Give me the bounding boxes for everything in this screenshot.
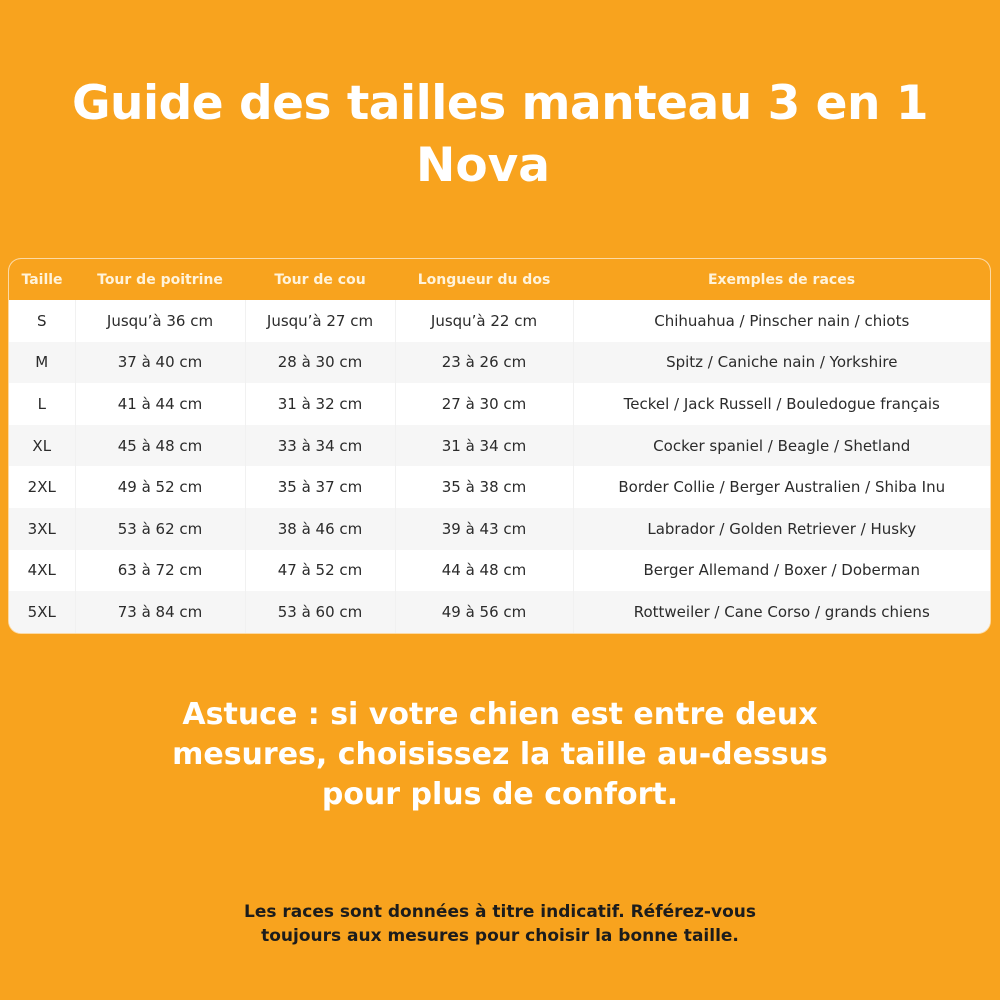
cell-neck: 31 à 32 cm (245, 383, 395, 425)
table-row (9, 300, 990, 342)
cell-size: XL (9, 425, 75, 467)
column-header-breeds: Exemples de races (573, 259, 990, 300)
table-header-row (9, 259, 990, 300)
column-header-size: Taille (9, 259, 75, 300)
table-row (9, 508, 990, 550)
cell-breeds: Chihuahua / Pinscher nain / chiots (573, 300, 990, 342)
table-row (9, 466, 990, 508)
cell-neck: 47 à 52 cm (245, 550, 395, 592)
cell-chest: 41 à 44 cm (75, 383, 245, 425)
cell-breeds: Cocker spaniel / Beagle / Shetland (573, 425, 990, 467)
cell-back-length: Jusqu’à 22 cm (395, 300, 573, 342)
cell-breeds: Border Collie / Berger Australien / Shiba Inu (573, 466, 990, 508)
cell-chest: 49 à 52 cm (75, 466, 245, 508)
disclaimer-note (0, 900, 1000, 948)
cell-back-length: 35 à 38 cm (395, 466, 573, 508)
tip-text (0, 695, 1000, 815)
note-line: toujours aux mesures pour choisir la bonne taille. (261, 926, 739, 946)
cell-size: L (9, 383, 75, 425)
cell-breeds: Rottweiler / Cane Corso / grands chiens (573, 591, 990, 633)
table-row (9, 425, 990, 467)
cell-neck: Jusqu’à 27 cm (245, 300, 395, 342)
cell-size: 5XL (9, 591, 75, 633)
cell-neck: 28 à 30 cm (245, 342, 395, 384)
cell-breeds: Berger Allemand / Boxer / Doberman (573, 550, 990, 592)
page-title: Guide des tailles manteau 3 en 1 (71, 76, 929, 131)
cell-neck: 53 à 60 cm (245, 591, 395, 633)
cell-size: M (9, 342, 75, 384)
cell-back-length: 39 à 43 cm (395, 508, 573, 550)
product-name: Nova (416, 138, 550, 193)
cell-chest: Jusqu’à 36 cm (75, 300, 245, 342)
table-row (9, 342, 990, 384)
cell-chest: 73 à 84 cm (75, 591, 245, 633)
cell-chest: 63 à 72 cm (75, 550, 245, 592)
cell-chest: 37 à 40 cm (75, 342, 245, 384)
cell-neck: 33 à 34 cm (245, 425, 395, 467)
cell-breeds: Teckel / Jack Russell / Bouledogue français (573, 383, 990, 425)
column-header-neck: Tour de cou (245, 259, 395, 300)
table-row (9, 383, 990, 425)
tip-line: mesures, choisissez la taille au-dessus (172, 737, 828, 772)
cell-back-length: 49 à 56 cm (395, 591, 573, 633)
tip-line: pour plus de confort. (321, 777, 679, 812)
size-table (9, 259, 990, 633)
cell-back-length: 23 à 26 cm (395, 342, 573, 384)
cell-neck: 38 à 46 cm (245, 508, 395, 550)
cell-breeds: Labrador / Golden Retriever / Husky (573, 508, 990, 550)
cell-breeds: Spitz / Caniche nain / Yorkshire (573, 342, 990, 384)
table-row (9, 591, 990, 633)
cell-back-length: 44 à 48 cm (395, 550, 573, 592)
tip-line: Astuce : si votre chien est entre deux (182, 697, 818, 732)
cell-size: S (9, 300, 75, 342)
table-row (9, 550, 990, 592)
cell-size: 3XL (9, 508, 75, 550)
cell-size: 2XL (9, 466, 75, 508)
column-header-chest: Tour de poitrine (75, 259, 245, 300)
note-line: Les races sont données à titre indicatif. Référez-vous (244, 902, 756, 922)
column-header-back-length: Longueur du dos (395, 259, 573, 300)
cell-back-length: 27 à 30 cm (395, 383, 573, 425)
cell-neck: 35 à 37 cm (245, 466, 395, 508)
cell-chest: 53 à 62 cm (75, 508, 245, 550)
size-table-card (9, 259, 990, 633)
cell-chest: 45 à 48 cm (75, 425, 245, 467)
table-body (9, 300, 990, 633)
cell-size: 4XL (9, 550, 75, 592)
cell-back-length: 31 à 34 cm (395, 425, 573, 467)
